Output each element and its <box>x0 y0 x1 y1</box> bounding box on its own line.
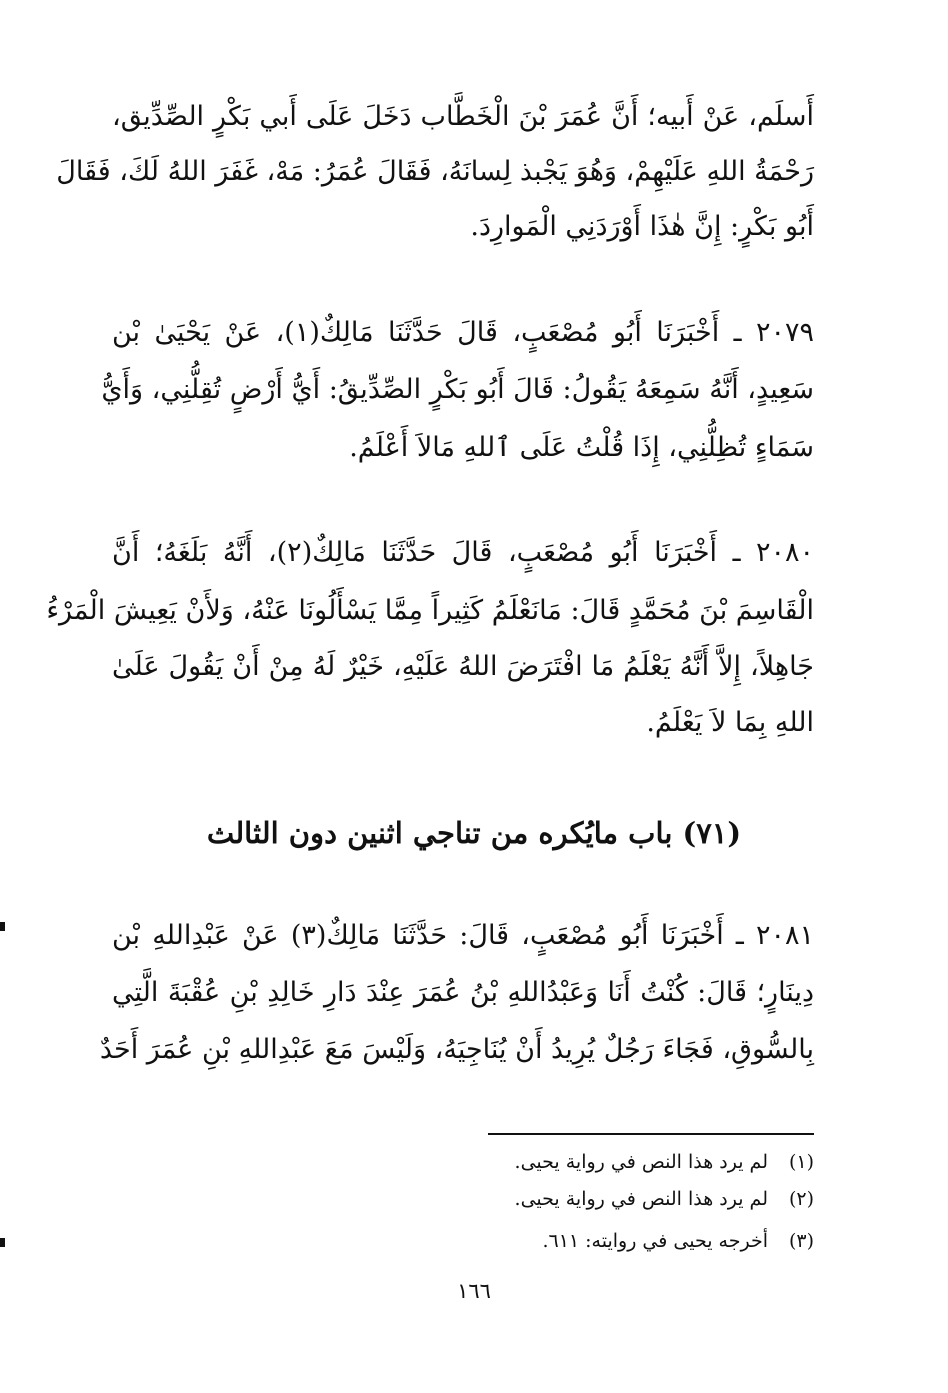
footnote-text: لم يرد هذا النص في رواية يحيى. <box>514 1151 768 1173</box>
footnote <box>515 1184 814 1214</box>
text-line: أَبُو بَكْرٍ: إِنَّ هٰذَا أَوْرَدَنِي الْمَوارِدَ. <box>470 211 814 242</box>
page-number: ١٦٦ <box>457 1279 491 1303</box>
text-line: بِالسُّوقِ، فَجَاءَ رَجُلٌ يُرِيدُ أَنْ يُنَاجِيَهُ، وَلَيْسَ مَعَ عَبْدِاللهِ بْنِ عُمَرَ أَحَدٌ <box>99 1034 814 1065</box>
text-line: الْقَاسِمَ بْنَ مُحَمَّدٍ قَالَ: مَانَعْلَمُ كَثِيراً مِمَّا يَسْأَلُونَا عَنْهُ، وَلأَنْ يَعِيشَ الْمَرْءُ <box>46 595 814 626</box>
text-line: ٢٠٨٠ ـ أَخْبَرَنَا أَبُو مُصْعَبٍ، قَالَ حَدَّثَنَا مَالِكٌ(٢)، أَنَّهُ بَلَغَهُ؛ أَنَّ <box>112 537 815 568</box>
footnote <box>515 1147 814 1177</box>
footnote-number: (١) <box>788 1151 814 1173</box>
footnote-divider <box>488 1133 814 1135</box>
text-line: دِينَارٍ؛ قَالَ: كُنْتُ أَنَا وَعَبْدُاللهِ بْنُ عُمَرَ عِنْدَ دَارِ خَالِدِ بْنِ عُقْبَةَ الَّتِي <box>112 977 814 1008</box>
text-line: رَحْمَةُ اللهِ عَلَيْهِمْ، وَهُوَ يَجْبذ لِسانَهُ، فَقَالَ عُمَرُ: مَهْ، غَفَرَ اللهُ لَكَ، فَقَالَ <box>56 156 814 187</box>
scan-edge-mark <box>0 1238 5 1247</box>
text-line: ٢٠٨١ ـ أَخْبَرَنَا أَبُو مُصْعَبٍ، قَالَ: حَدَّثَنَا مَالِكٌ(٣) عَنْ عَبْدِاللهِ بْن <box>112 920 814 951</box>
text-line: جَاهِلاً، إِلاَّ أَنَّهُ يَعْلَمُ مَا افْتَرَضَ اللهُ عَلَيْهِ، خَيْرٌ لَهُ مِنْ أَنْ يَقُولَ عَلَىٰ <box>112 651 814 682</box>
text-line: سَمَاءٍ تُظِلُّنِي، إِذَا قُلْتُ عَلَى ٱللهِ مَالاَ أَعْلَمُ. <box>349 432 814 463</box>
text-line: ٢٠٧٩ ـ أَخْبَرَنَا أَبُو مُصْعَبٍ، قَالَ حَدَّثَنَا مَالِكٌ(١)، عَنْ يَحْيَىٰ بْن <box>112 317 815 348</box>
text-line: سَعِيدٍ، أَنَّهُ سَمِعَهُ يَقُولُ: قَالَ أَبُو بَكْرٍ الصِّدِّيقُ: أَيُّ أَرْضٍ تُقِلُّنِي، وَأَيُّ <box>101 374 814 405</box>
scan-edge-mark <box>0 922 5 931</box>
footnote-number: (٣) <box>788 1230 814 1252</box>
text-line: أَسلَم، عَنْ أَبيه؛ أَنَّ عُمَرَ بْنَ الْخَطَّاب دَخَلَ عَلَى أَبي بَكْرٍ الصِّدِّيق، <box>112 101 814 132</box>
footnote-number: (٢) <box>788 1188 814 1210</box>
footnote <box>542 1226 814 1256</box>
footnote-text: لم يرد هذا النص في رواية يحيى. <box>514 1188 768 1210</box>
footnote-text: أخرجه يحيى في روايته: ٦١١. <box>542 1230 768 1252</box>
text-line: اللهِ بِمَا لاَ يَعْلَمُ. <box>646 707 814 738</box>
chapter-heading: (٧١) باب مايُكره من تناجي اثنين دون الثالث <box>206 816 742 850</box>
